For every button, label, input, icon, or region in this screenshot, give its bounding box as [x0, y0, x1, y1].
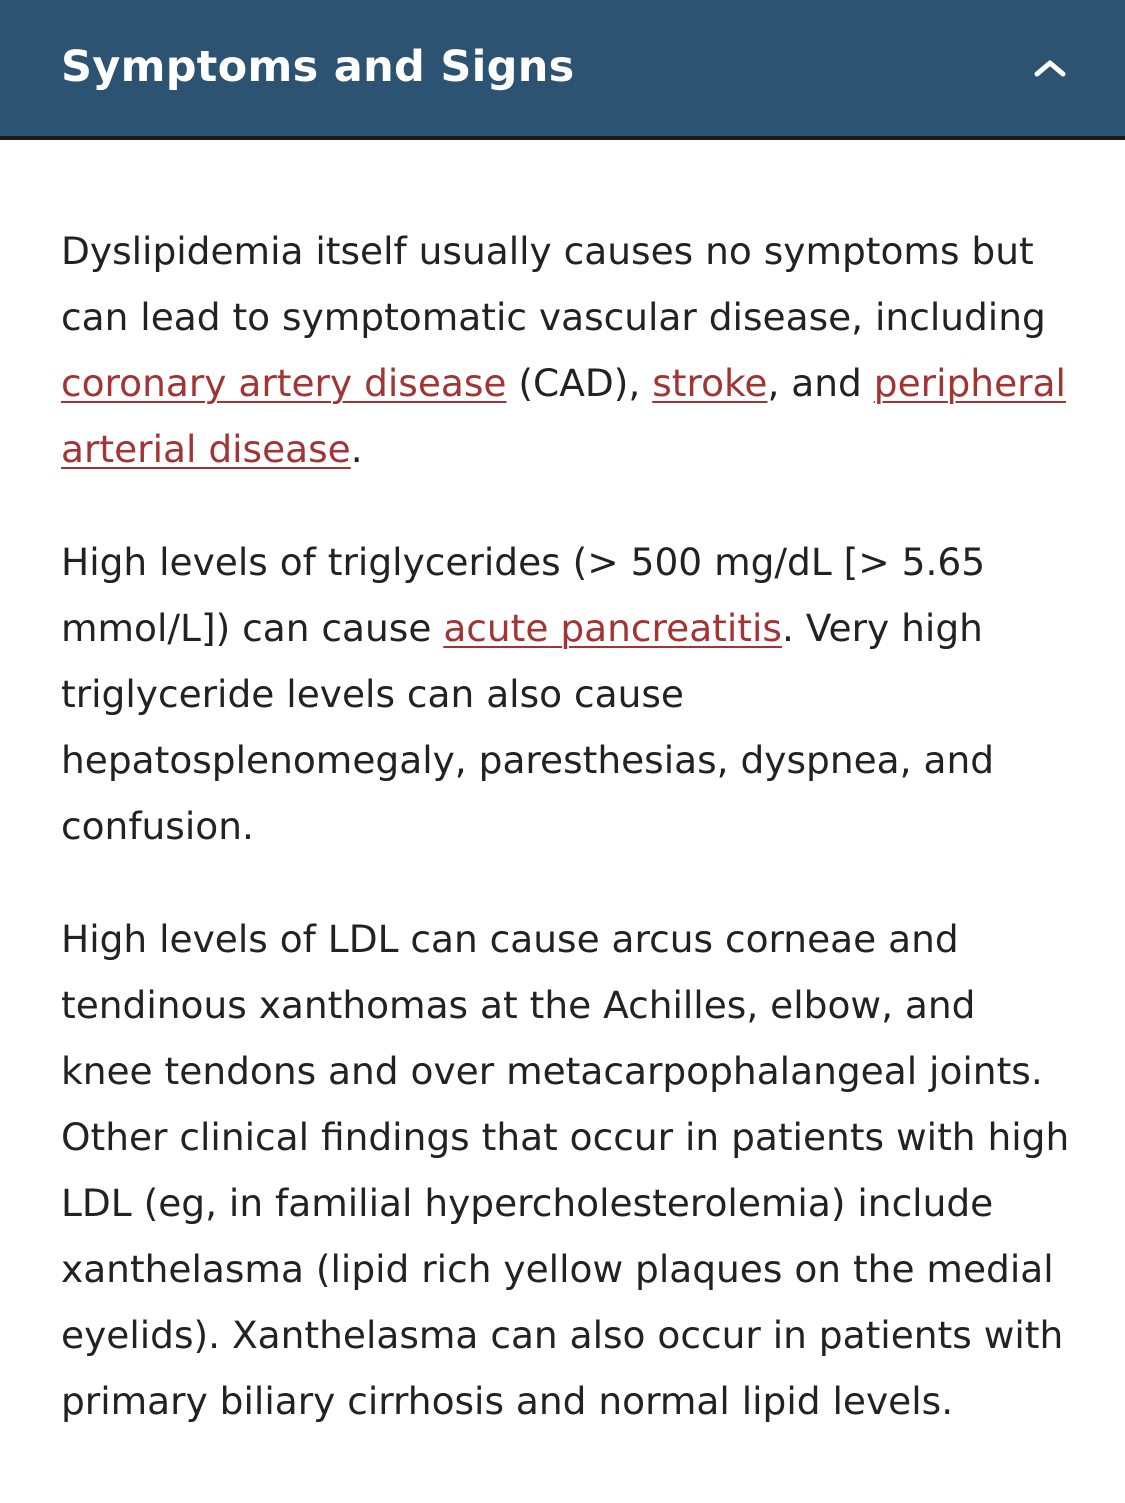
link-peripheral-arterial-disease[interactable]: peripheral arterial disease: [61, 361, 1066, 471]
text-span: .: [350, 427, 363, 471]
section-header[interactable]: [0, 0, 1125, 140]
paragraph-triglycerides: [61, 529, 1071, 859]
text-span: High levels of triglycerides (> 500 mg/dL [> 5.65 mmol/L]) can cause: [61, 540, 986, 650]
paragraph-ldl: High levels of LDL can cause arcus corneae and tendinous xanthomas at the Achilles, elbow, and knee tendons and over metacarpophalangeal joints. Other clinical findings that occur in patients with high LDL (eg, in familial hypercholesterolemia) include xanthelasma (lipid rich yellow plaques on the medial eyelids). Xanthelasma can also occur in patients with primary biliary cirrhosis and normal lipid levels.: [61, 917, 1070, 1423]
text-span: (CAD),: [506, 361, 653, 405]
link-coronary-artery-disease[interactable]: coronary artery disease: [61, 361, 507, 405]
paragraph-dyslipidemia: [61, 218, 1071, 482]
link-acute-pancreatitis[interactable]: acute pancreatitis: [443, 606, 782, 650]
text-span: , and: [767, 361, 874, 405]
text-span: Dyslipidemia itself usually causes no symptoms but can lead to symptomatic vascular disease, including: [61, 229, 1046, 339]
section-content: [61, 218, 1071, 1481]
text-span: . Very high triglyceride levels can also cause hepatosplenomegaly, paresthesias, dyspnea, and confusion.: [61, 606, 995, 848]
link-stroke[interactable]: stroke: [652, 361, 768, 405]
chevron-up-icon: [1020, 40, 1080, 92]
section-title: Symptoms and Signs: [61, 42, 575, 92]
collapse-toggle-button[interactable]: [1020, 40, 1080, 92]
